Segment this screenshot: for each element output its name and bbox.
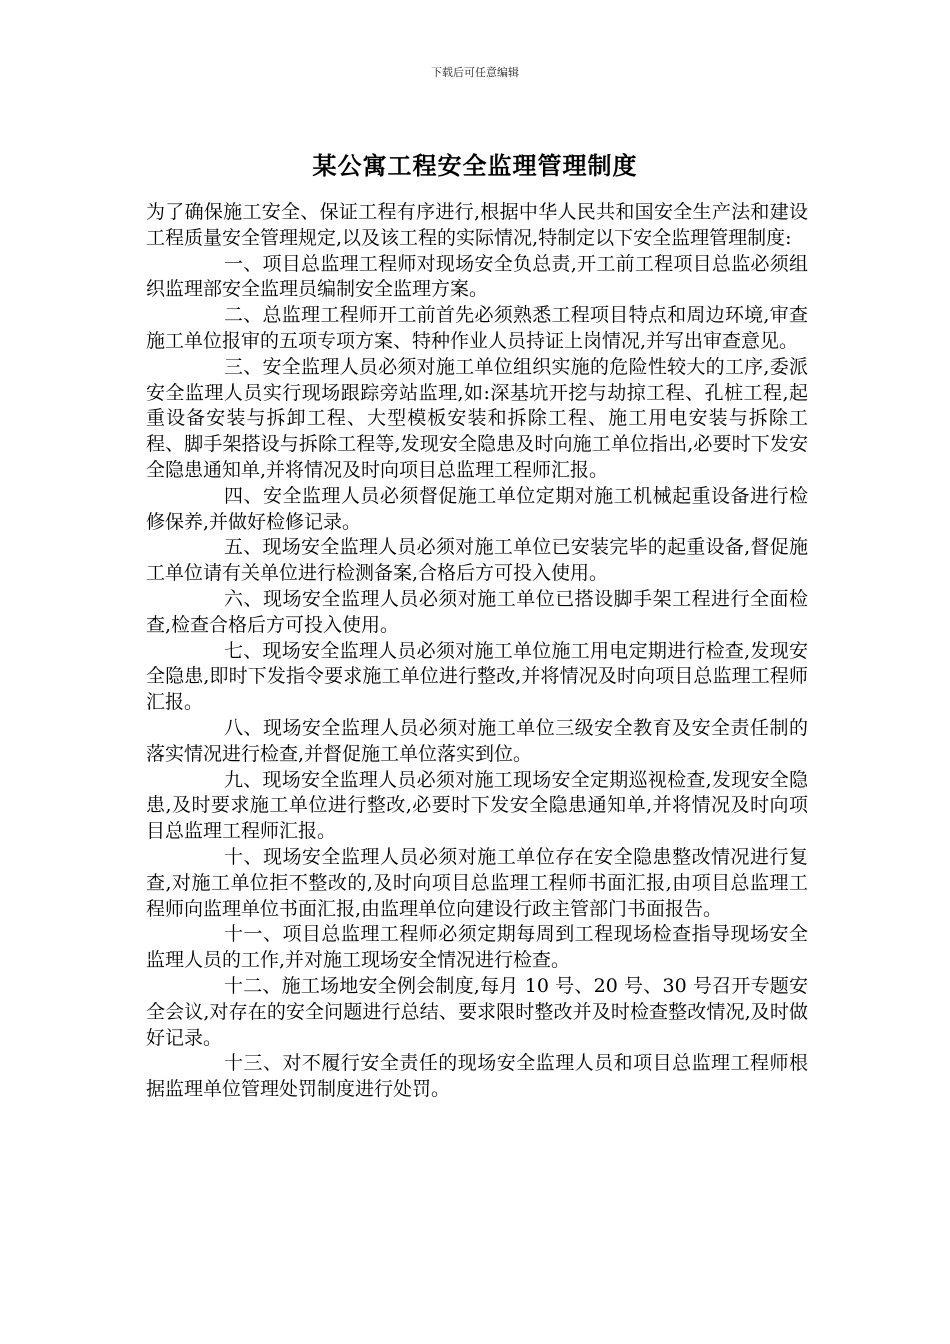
clause-3: 三、安全监理人员必须对施工单位组织实施的危险性较大的工序,委派安全监理人员实行现场跟踪旁站监理,如:深基坑开挖与劫掠工程、孔桩工程,起重设备安装与拆卸工程、大型模板安装和拆除工程、施工用电安装与拆除工程、脚手架搭设与拆除工程等,发现安全隐患及时向施工单位指出,必要时下发安全隐患通知单,并将情况及时向项目总监理工程师汇报。: [146, 355, 808, 481]
clause-5: 五、现场安全监理人员必须对施工单位已安装完毕的起重设备,督促施工单位请有关单位进行检测备案,合格后方可投入使用。: [146, 536, 808, 585]
clause-8: 八、现场安全监理人员必须对施工单位三级安全教育及安全责任制的落实情况进行检查,并督促施工单位落实到位。: [146, 716, 808, 765]
clause-1: 一、项目总监理工程师对现场安全负总责,开工前工程项目总监必须组织监理部安全监理员编制安全监理方案。: [146, 252, 808, 301]
clause-6: 六、现场安全监理人员必须对施工单位已搭设脚手架工程进行全面检查,检查合格后方可投入使用。: [146, 587, 808, 636]
intro-paragraph: 为了确保施工安全、保证工程有序进行,根据中华人民共和国安全生产法和建设工程质量安全管理规定,以及该工程的实际情况,特制定以下安全监理管理制度:: [146, 201, 808, 249]
clause-4: 四、安全监理人员必须督促施工单位定期对施工机械起重设备进行检修保养,并做好检修记录。: [146, 484, 808, 533]
clause-13: 十三、对不履行安全责任的现场安全监理人员和项目总监理工程师根据监理单位管理处罚制度进行处罚。: [146, 1052, 808, 1101]
clause-12: 十二、施工场地安全例会制度,每月 10 号、20 号、30 号召开专题安全会议,对存在的安全问题进行总结、要求限时整改并及时检查整改情况,及时做好记录。: [146, 974, 808, 1049]
clause-7: 七、现场安全监理人员必须对施工单位施工用电定期进行检查,发现安全隐患,即时下发指令要求施工单位进行整改,并将情况及时向项目总监理工程师汇报。: [146, 639, 808, 714]
header-note: 下载后可任意编辑: [431, 66, 519, 79]
document-title: 某公寓工程安全监理管理制度: [312, 152, 638, 180]
document-body: [146, 200, 808, 1103]
clause-11: 十一、项目总监理工程师必须定期每周到工程现场检查指导现场安全监理人员的工作,并对施工现场安全情况进行检查。: [146, 923, 808, 972]
clause-9: 九、现场安全监理人员必须对施工现场安全定期巡视检查,发现安全隐患,及时要求施工单位进行整改,必要时下发安全隐患通知单,并将情况及时向项目总监理工程师汇报。: [146, 768, 808, 843]
clause-10: 十、现场安全监理人员必须对施工单位存在安全隐患整改情况进行复查,对施工单位拒不整改的,及时向项目总监理工程师书面汇报,由项目总监理工程师向监理单位书面汇报,由监理单位向建设行政主管部门书面报告。: [146, 845, 808, 920]
clause-2: 二、总监理工程师开工前首先必须熟悉工程项目特点和周边环境,审查施工单位报审的五项专项方案、特种作业人员持证上岗情况,并写出审查意见。: [146, 304, 808, 352]
